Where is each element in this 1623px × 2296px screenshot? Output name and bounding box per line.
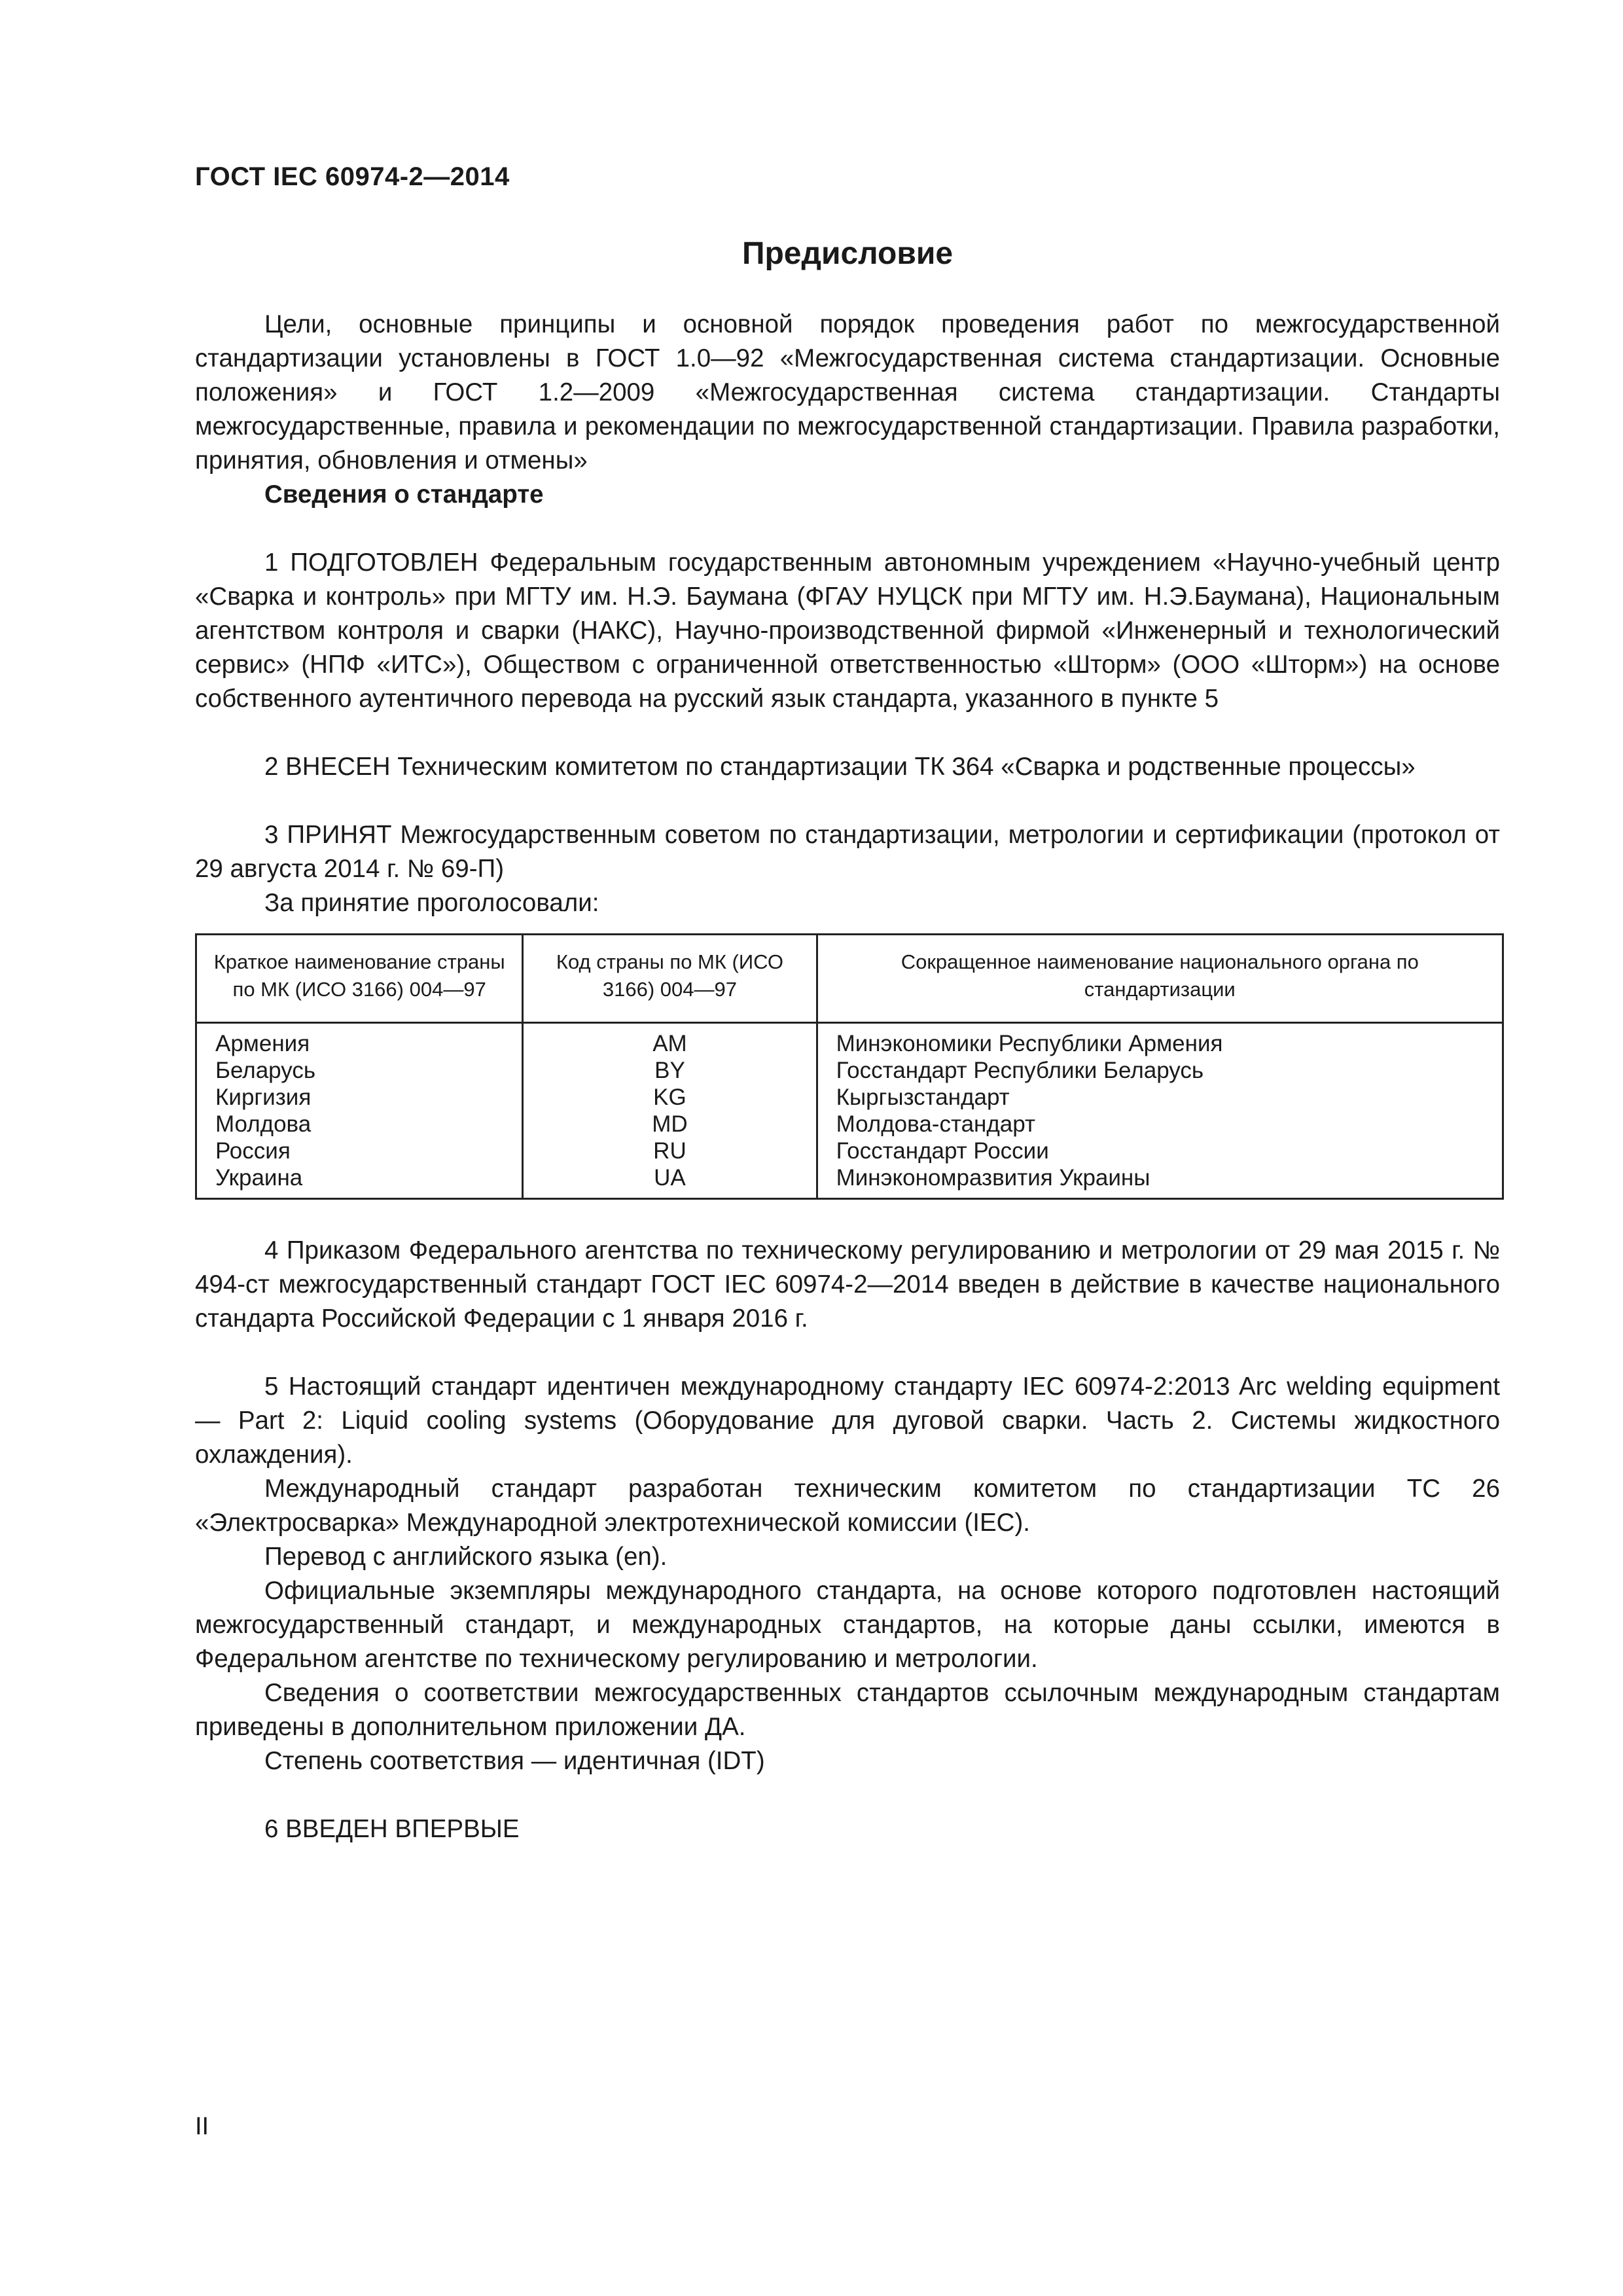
standards-body-cell: Госстандарт Республики Беларусь <box>817 1057 1503 1084</box>
voting-table <box>195 933 1504 1200</box>
intro-paragraph: Цели, основные принципы и основной порядок проведения работ по межгосударственной стандартизации установлены в ГОСТ 1.0—92 «Межгосударственная система стандартизации. Основные положения» и ГОСТ 1.2—2009 «Межгосударственная система стандартизации. Стандарты межгосударственные, правила и рекомендации по межгосударственной стандартизации. Правила разработки, принятия, обновления и отмены» <box>195 310 1500 475</box>
voted-label: За принятие проголосовали: <box>264 889 599 917</box>
country-cell: Россия <box>196 1138 523 1164</box>
standards-body-cell: Минэкономразвития Украины <box>817 1164 1503 1199</box>
country-cell: Киргизия <box>196 1084 523 1111</box>
table-row <box>196 1084 1503 1111</box>
document-body <box>195 308 1500 1846</box>
country-code-cell: KG <box>523 1084 817 1111</box>
item-5-correspondence-paragraph: Сведения о соответствии межгосударственных стандартов ссылочным международным стандартам приведены в дополнительном приложении ДА. <box>195 1679 1500 1741</box>
item-2-paragraph: 2 ВНЕСЕН Техническим комитетом по стандартизации ТК 364 «Сварка и родственные процессы» <box>264 753 1416 781</box>
page-number: II <box>195 2113 209 2140</box>
item-3-paragraph: 3 ПРИНЯТ Межгосударственным советом по стандартизации, метрологии и сертификации (протокол от 29 августа 2014 г. № 69-П) <box>195 821 1500 883</box>
country-cell: Беларусь <box>196 1057 523 1084</box>
header-standards-body: Сокращенное наименование национального органа по стандартизации <box>817 935 1503 1023</box>
table-row <box>196 1138 1503 1164</box>
table-header-row <box>196 935 1503 1023</box>
item-5-degree-paragraph: Степень соответствия — идентичная (IDT) <box>264 1747 765 1775</box>
document-code: ГОСТ IEC 60974-2—2014 <box>195 162 510 191</box>
standards-body-cell: Госстандарт России <box>817 1138 1503 1164</box>
header-country: Краткое наименование страны по МК (ИСО 3166) 004—97 <box>196 935 523 1023</box>
country-code-cell: RU <box>523 1138 817 1164</box>
table-row <box>196 1057 1503 1084</box>
standards-body-cell: Молдова-стандарт <box>817 1111 1503 1138</box>
standards-body-cell: Кыргызстандарт <box>817 1084 1503 1111</box>
header-code: Код страны по МК (ИСО 3166) 004—97 <box>523 935 817 1023</box>
country-cell: Украина <box>196 1164 523 1199</box>
table-row <box>196 1164 1503 1199</box>
standards-body-cell: Минэкономики Республики Армения <box>817 1023 1503 1058</box>
country-cell: Армения <box>196 1023 523 1058</box>
item-4-paragraph: 4 Приказом Федерального агентства по техническому регулированию и метрологии от 29 мая 2015 г. № 494-ст межгосударственный стандарт ГОСТ IEC 60974-2—2014 введен в действие в качестве национального стандарта Российской Федерации с 1 января 2016 г. <box>195 1236 1500 1333</box>
country-code-cell: AM <box>523 1023 817 1058</box>
table-row <box>196 1111 1503 1138</box>
section-heading: Сведения о стандарте <box>264 480 544 509</box>
item-5-paragraph: 5 Настоящий стандарт идентичен международному стандарту IEC 60974-2:2013 Arc welding equipment — Part 2: Liquid cooling systems (Оборудование для дуговой сварки. Часть 2. Системы жидкостного охлаждения). <box>195 1372 1500 1469</box>
country-code-cell: UA <box>523 1164 817 1199</box>
country-code-cell: MD <box>523 1111 817 1138</box>
country-code-cell: BY <box>523 1057 817 1084</box>
item-5-translation-paragraph: Перевод с английского языка (en). <box>264 1543 668 1571</box>
page-title: Предисловие <box>741 236 954 271</box>
item-1-paragraph: 1 ПОДГОТОВЛЕН Федеральным государственным автономным учреждением «Научно-учебный центр «Сварка и контроль» при МГТУ им. Н.Э. Баумана (ФГАУ НУЦСК при МГТУ им. Н.Э.Баумана), Национальным агентством контроля и сварки (НАКС), Научно-производственной фирмой «Инженерный и технологический сервис» (НПФ «ИТС»), Обществом с ограниченной ответственностью «Шторм» (ООО «Шторм») на основе собственного аутентичного перевода на русский язык стандарта, указанного в пункте 5 <box>195 548 1500 713</box>
table-row <box>196 1023 1503 1058</box>
item-6-paragraph: 6 ВВЕДЕН ВПЕРВЫЕ <box>264 1815 520 1843</box>
item-5-tc-paragraph: Международный стандарт разработан техническим комитетом по стандартизации ТС 26 «Электросварка» Международной электротехнической комиссии (IEC). <box>195 1475 1500 1537</box>
item-5-copies-paragraph: Официальные экземпляры международного стандарта, на основе которого подготовлен настоящий межгосударственный стандарт, и международных стандартов, на которые даны ссылки, имеются в Федеральном агентстве по техническому регулированию и метрологии. <box>195 1577 1500 1673</box>
country-cell: Молдова <box>196 1111 523 1138</box>
